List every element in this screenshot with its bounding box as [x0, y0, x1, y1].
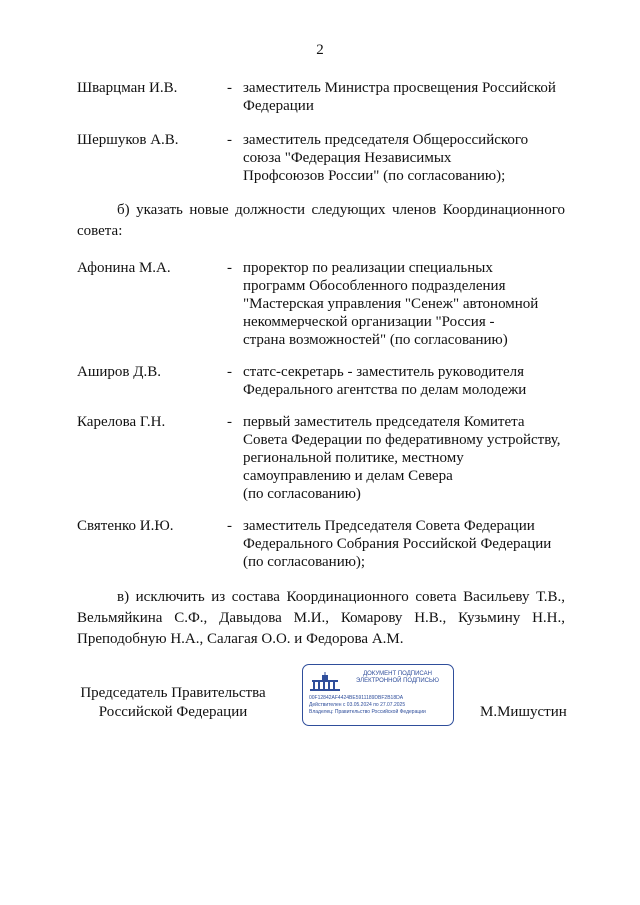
member-dash: -	[227, 132, 232, 148]
signer-position	[77, 684, 269, 722]
paragraph-b	[77, 200, 565, 242]
member-position	[243, 131, 573, 185]
stamp-validity: Действителен с 03.05.2024 по 27.07.2025	[309, 702, 406, 708]
member-dash: -	[227, 80, 232, 96]
member-position	[243, 363, 573, 399]
member-position-line: (по согласованию);	[243, 554, 366, 570]
member-position-line: заместитель Министра просвещения Российской	[243, 80, 556, 96]
member-position-line: статс-секретарь - заместитель руководителя	[243, 364, 525, 380]
member-position-line: заместитель Председателя Совета Федерации	[243, 518, 535, 534]
member-dash: -	[227, 364, 232, 380]
paragraph-line: Вельмяйкина С.Ф., Давыдова М.И., Комарову Н.В., Кузьмину Н.Н.,	[77, 610, 565, 626]
member-name: Аширов Д.В.	[77, 364, 161, 380]
member-dash: -	[227, 414, 232, 430]
member-name: Святенко И.Ю.	[77, 518, 174, 534]
member-position-line: некоммерческой организации "Россия -	[243, 314, 495, 330]
signer-name: М.Мишустин	[480, 704, 567, 720]
member-position	[243, 79, 573, 115]
member-position-line: самоуправлению и делам Севера	[243, 468, 453, 484]
member-position-line: программ Обособленного подразделения	[243, 278, 506, 294]
paragraph-c	[77, 587, 565, 650]
member-position	[243, 259, 573, 349]
signer-position-line: Председатель Правительства	[80, 685, 266, 701]
member-position-line: региональной политике, местному	[243, 450, 464, 466]
member-name: Афонина М.А.	[77, 260, 171, 276]
electronic-signature-stamp	[302, 664, 454, 726]
member-position-line: Совета Федерации по федеративному устройству,	[243, 432, 561, 448]
member-dash: -	[227, 518, 232, 534]
member-position-line: "Мастерская управления "Сенеж" автономной	[243, 296, 539, 312]
member-position-line: заместитель председателя Общероссийского	[243, 132, 529, 148]
stamp-certificate: 00F12842AF4424BE5911189DBF2B18DA	[309, 695, 404, 701]
member-position-line: страна возможностей" (по согласованию)	[243, 332, 508, 348]
paragraph-line: Преподобную Н.А., Салагая О.О. и Федорова А.М.	[77, 631, 404, 647]
member-position-line: Профсоюзов России" (по согласованию);	[243, 168, 506, 184]
member-position	[243, 413, 573, 503]
member-position-line: Федерального Собрания Российской Федерации	[243, 536, 552, 552]
member-position-line: союза "Федерация Независимых	[243, 150, 452, 166]
page-number: 2	[316, 42, 324, 58]
paragraph-line: в) исключить из состава Координационного совета Васильеву Т.В.,	[117, 589, 565, 605]
member-dash: -	[227, 260, 232, 276]
member-position-line: Федерации	[243, 98, 314, 114]
signer-position-line: Российской Федерации	[98, 704, 248, 720]
paragraph-line: совета:	[77, 223, 123, 239]
member-position-line: (по согласованию)	[243, 486, 361, 502]
member-name: Шершуков А.В.	[77, 132, 179, 148]
member-position-line: первый заместитель председателя Комитета	[243, 414, 525, 430]
paragraph-line: б) указать новые должности следующих членов Координационного	[117, 202, 565, 218]
member-name: Шварцман И.В.	[77, 80, 178, 96]
government-building-icon	[309, 671, 341, 693]
member-position-line: Федерального агентства по делам молодежи	[243, 382, 527, 398]
member-position	[243, 517, 573, 571]
member-position-line: проректор по реализации специальных	[243, 260, 493, 276]
stamp-title: ДОКУМЕНТ ПОДПИСАН ЭЛЕКТРОННОЙ ПОДПИСЬЮ	[356, 671, 439, 684]
member-name: Карелова Г.Н.	[77, 414, 166, 430]
stamp-owner: Владелец: Правительство Российской Федерации	[309, 709, 426, 715]
